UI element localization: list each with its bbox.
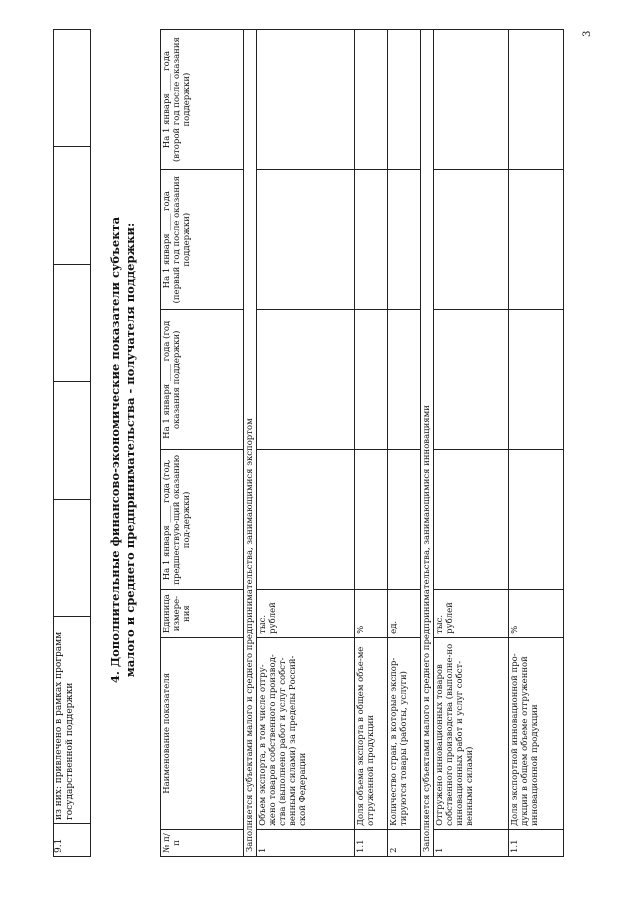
value-cell [257,310,355,450]
header-col3: На 1 января ____ года (первый год после оказания поддержки) [161,170,244,310]
value-cell [509,450,564,590]
value-cell [388,170,421,310]
value-cell [257,450,355,590]
header-col1: На 1 января ____ года (год, предшествую-щий оказанию под-держки) [161,450,244,590]
value-cell [509,170,564,310]
value-cell [388,310,421,450]
value-cell [355,310,388,450]
section-row-innovation [421,30,434,857]
row-unit: % [509,590,564,637]
header-col4: На 1 января ____ года (второй год после оказания поддержки) [161,30,244,170]
value-cell [355,450,388,590]
value-cell [434,450,509,590]
table-row [54,30,91,857]
value-cell [54,264,91,381]
row-number: 2 [388,829,421,856]
section-title-line2: малого и среднего предпринимательства - получателя поддержки: [123,222,137,678]
table-row [355,30,388,857]
header-name: Наименование показателя [161,637,244,829]
table-row [434,30,509,857]
value-cell [434,310,509,450]
table-row [388,30,421,857]
row-name: из них: привлечено в рамках программ государственной поддержки [54,617,91,824]
table-row [257,30,355,857]
row-number: 9.1 [54,824,91,857]
row-unit: ед. [388,590,421,637]
value-cell [355,170,388,310]
value-cell [434,170,509,310]
row-number: 1.1 [509,829,564,856]
value-cell [388,450,421,590]
section-row-export [244,30,257,857]
value-cell [257,30,355,170]
value-cell [509,310,564,450]
row-name: Доля экспортной инновационной про-дукции в общем объеме отгруженной инновационной продукции [509,637,564,829]
section-label: Заполняется субъектами малого и среднего предпринимательства, занимающимися инновациями [421,30,434,857]
row-name: Количество стран, в которые экспор-тируются товары (работы, услуги) [388,637,421,829]
row-unit: % [355,590,388,637]
value-cell [54,147,91,264]
table-header-row [161,30,244,857]
section-title-line1: 4. Дополнительные финансово-экономические показатели субъекта [108,216,122,684]
row-number: 1.1 [355,829,388,856]
header-unit: Единица измере-ния [161,590,244,637]
row-unit: тыс. рублей [434,590,509,637]
table-row [509,30,564,857]
row-number: 1 [257,829,355,856]
header-num: № п/п [161,829,244,856]
value-cell [355,30,388,170]
row-name: Объем экспорта, в том числе отгру-жено товаров собственного производ-ства (выполнено работ и услуг собст-венными силами) за пределы Россий-ской Федерации [257,637,355,829]
value-cell [54,30,91,147]
row-name: Доля объема экспорта в общем объе-ме отгруженной продукции [355,637,388,829]
value-cell [257,170,355,310]
indicators-table [160,29,564,857]
header-col2: На 1 января ____ года (год оказания поддержки) [161,310,244,450]
value-cell [509,30,564,170]
row-number: 1 [434,829,509,856]
value-cell [54,382,91,499]
page-number: 3 [582,30,593,37]
section-label: Заполняется субъектами малого и среднего предпринимательства, занимающимися экспортом [244,30,257,857]
value-cell [54,499,91,616]
section-title [108,40,138,860]
continuation-table [53,29,91,857]
row-name: Отгружено инновационных товаров собственного производства (выполне-но инновационных работ и услуг собст-венными силами) [434,637,509,829]
value-cell [434,30,509,170]
row-unit: тыс. рублей [257,590,355,637]
value-cell [388,30,421,170]
